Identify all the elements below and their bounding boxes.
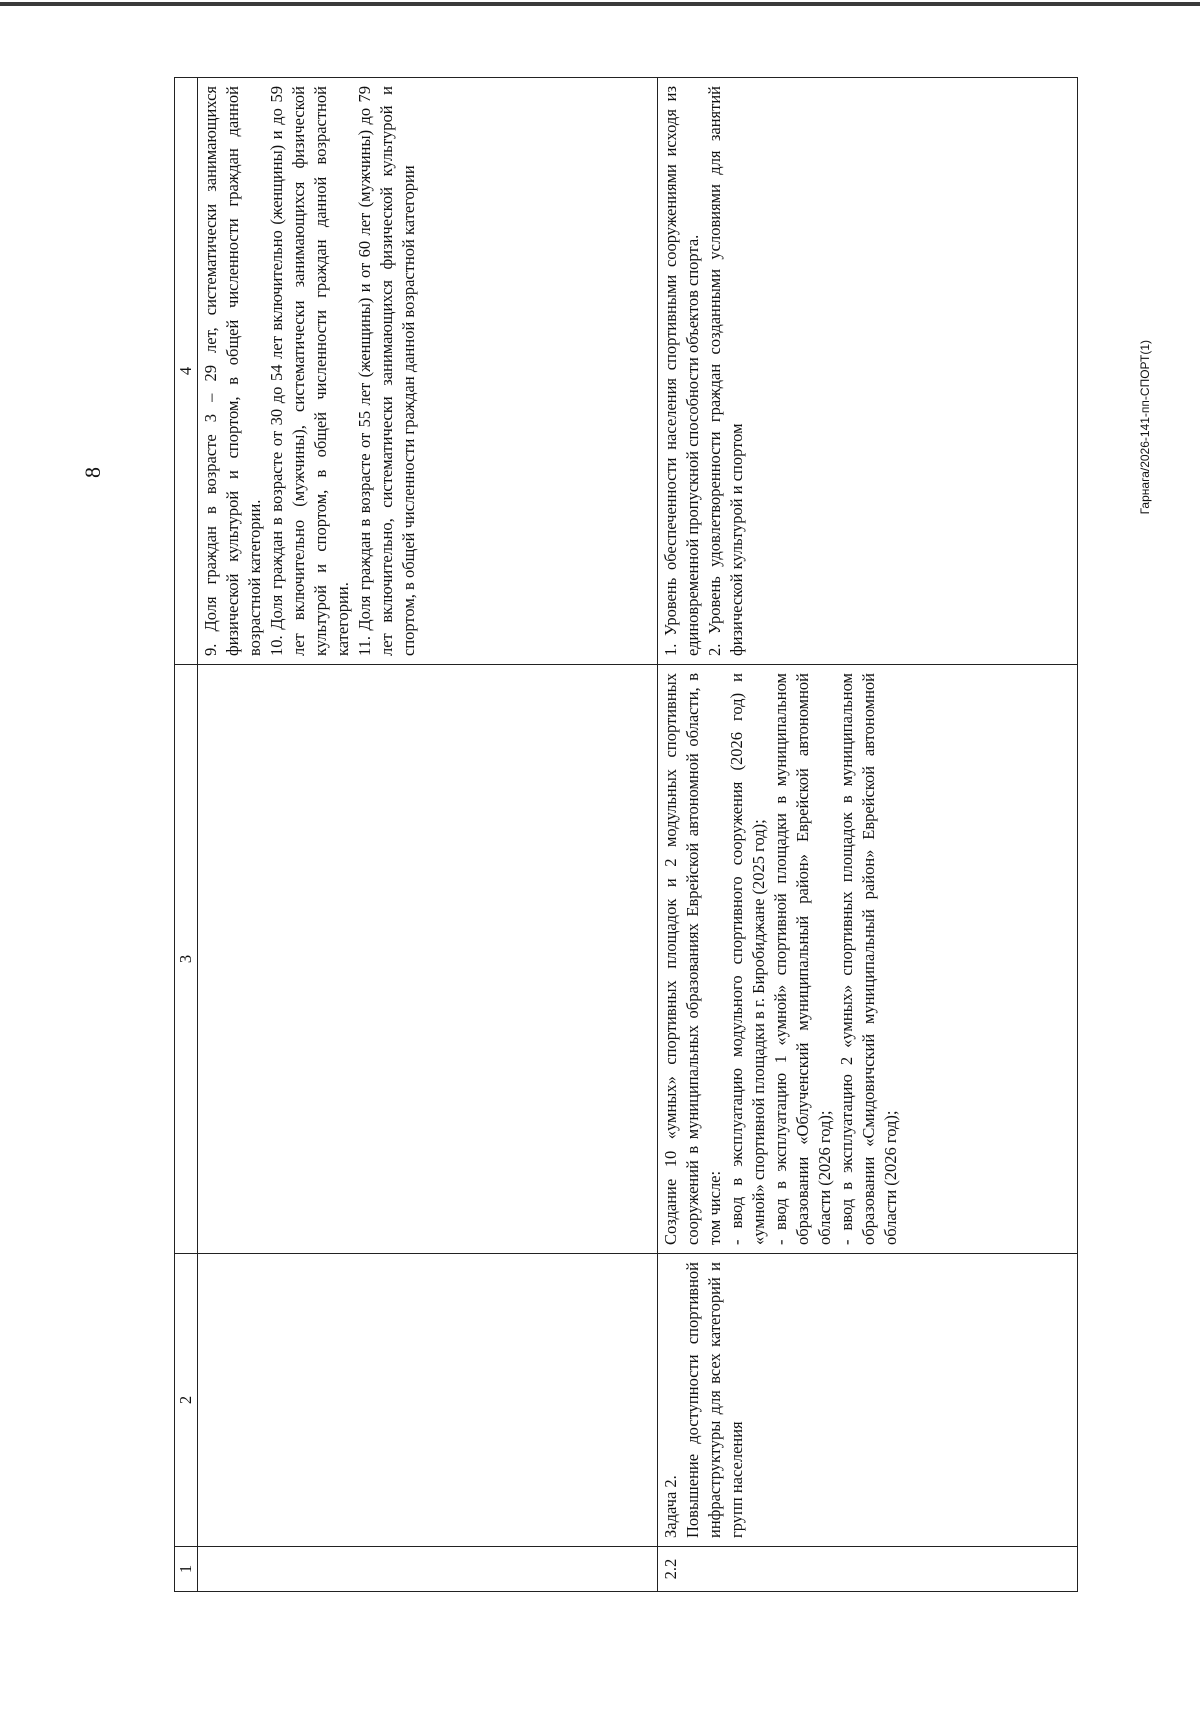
activity-2: - ввод в эксплуатацию 1 «умной» спортивной площадки в муниципальном образовании «Облученский муниципальный район» Еврейской автономной области (2026 год); — [771, 673, 834, 1245]
indicator-11: 11. Доля граждан в возрасте от 55 лет (женщины) и от 60 лет (мужчины) до 79 лет включительно, систематически занимающихся физической культурой и спортом, в общей численности граждан данной возрастной категории — [355, 86, 418, 656]
program-table — [174, 77, 1078, 1592]
table-row — [658, 78, 1078, 1592]
task-text: Повышение доступности спортивной инфраструктуры для всех категорий и групп населения — [683, 1262, 746, 1538]
table-header-row — [175, 78, 198, 1592]
row1-indicators — [198, 78, 658, 665]
indicator-9: 9. Доля граждан в возрасте 3 – 29 лет, систематически занимающихся физической культурой и спортом, в общей численности граждан данной возрастной категории. — [201, 86, 264, 656]
row1-col1 — [198, 1547, 658, 1592]
table-row — [198, 78, 658, 1592]
indicator-10: 10. Доля граждан в возрасте от 30 до 54 лет включительно (женщины) и до 59 лет включительно (мужчины), систематически занимающихся физической культурой и спортом, в общей численности граждан данной возрастной категории. — [267, 86, 352, 656]
header-col-2: 2 — [175, 1254, 198, 1547]
row2-task — [658, 1254, 1078, 1547]
header-col-4: 4 — [175, 78, 198, 665]
task-title: Задача 2. — [661, 1475, 680, 1538]
row1-col3 — [198, 665, 658, 1254]
row1-col2 — [198, 1254, 658, 1547]
activity-3: - ввод в эксплуатацию 2 «умных» спортивных площадок в муниципальном образовании «Смидовичский муниципальный район» Еврейской автономной области (2026 год); — [837, 673, 900, 1245]
activity-0: Создание 10 «умных» спортивных площадок и 2 модульных спортивных сооружений в муниципальных образованиях Еврейской автономной области, в том числе: — [661, 673, 724, 1245]
indicator-2: 2. Уровень удовлетворенности граждан созданными условиями для занятий физической культурой и спортом — [705, 86, 746, 656]
indicator-1: 1. Уровень обеспеченности населения спортивными сооружениями исходя из единовременной пропускной способности объектов спорта. — [661, 86, 702, 656]
page-number: 8 — [80, 467, 105, 478]
document-footer-code: Гарнага/2026-141-пп-СПОРТ(1) — [1138, 340, 1152, 515]
scan-top-edge — [0, 2, 1200, 6]
activity-1: - ввод в эксплуатацию модульного спортивного сооружения (2026 год) и «умной» спортивной площадки в г. Биробиджане (2025 год); — [727, 673, 768, 1245]
row2-indicators — [658, 78, 1078, 665]
header-col-3: 3 — [175, 665, 198, 1254]
row2-activities — [658, 665, 1078, 1254]
row2-number: 2.2 — [658, 1547, 1078, 1592]
rotated-page-content — [174, 82, 1092, 1592]
header-col-1: 1 — [175, 1547, 198, 1592]
